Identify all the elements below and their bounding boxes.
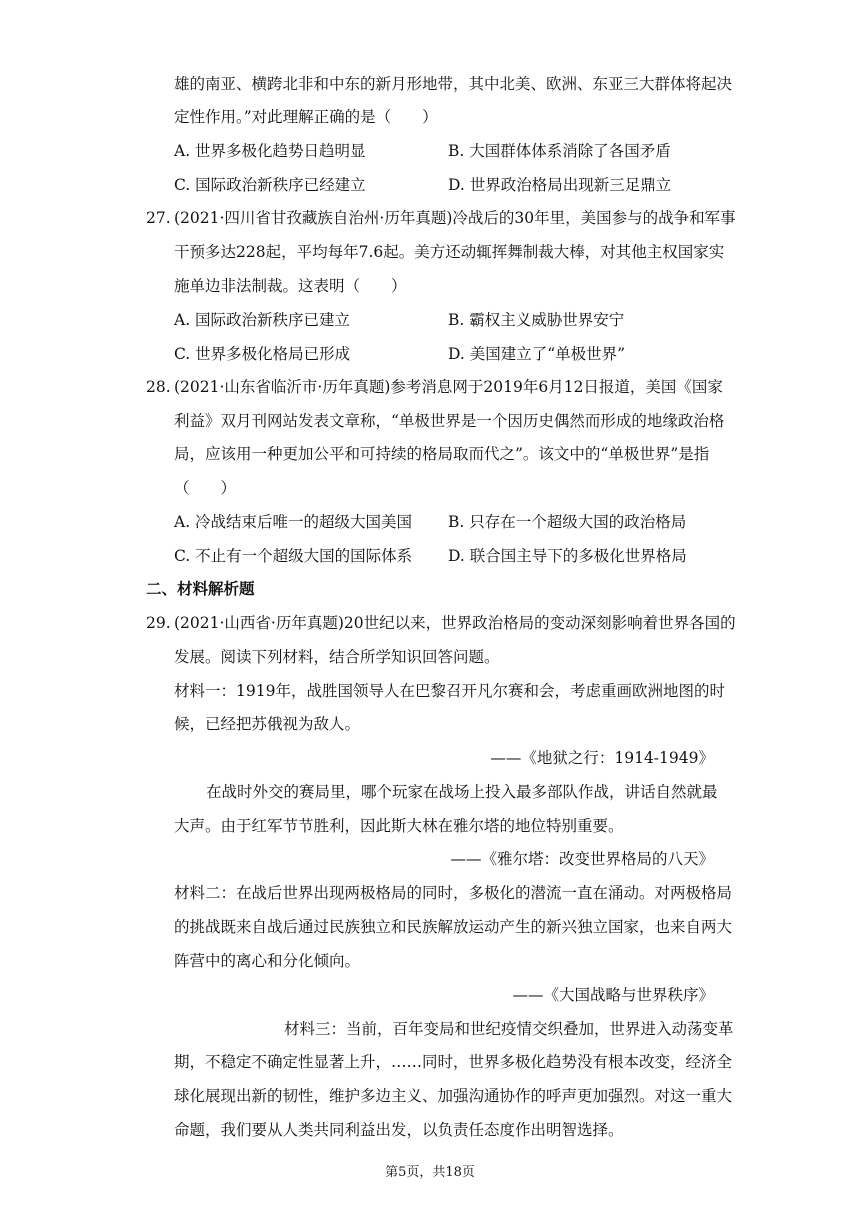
q28-stem-line4: （ ） <box>174 479 237 497</box>
q26-option-b: B. 大国群体体系消除了各国矛盾 <box>448 142 671 160</box>
q27-stem-line2: 干预多达228起，平均每年7.6起。美方还动辄挥舞制裁大棒，对其他主权国家实 <box>174 243 725 261</box>
q26-option-c: C. 国际政治新秩序已经建立 <box>174 176 366 194</box>
q28-stem-line1: (2021·山东省临沂市·历年真题)参考消息网于2019年6月12日报道，美国《国家 <box>174 378 723 396</box>
q28-stem-line3: 局，应该用一种更加公平和可持续的格局取而代之”。该文中的“单极世界”是指 <box>174 445 710 463</box>
q29-material2-line3: 阵营中的离心和分化倾向。 <box>174 952 361 970</box>
q29-number: 29. <box>146 614 171 632</box>
q29-material2-source: ——《大国战略与世界秩序》 <box>512 986 714 1004</box>
q29-material2-line2: 的挑战既来自战后通过民族独立和民族解放运动产生的新兴独立国家，也来自两大 <box>174 918 733 936</box>
section-heading-material-analysis: 二、材料解析题 <box>146 579 255 598</box>
q28-option-a: A. 冷战结束后唯一的超级大国美国 <box>174 513 413 531</box>
q27-stem-line3: 施单边非法制裁。这表明（ ） <box>174 277 407 295</box>
q27-option-d: D. 美国建立了“单极世界” <box>448 345 626 363</box>
q29-material3-line1: 材料三：当前，百年变局和世纪疫情交织叠加，世界进入动荡变革 <box>284 1020 734 1038</box>
q28-option-c: C. 不止有一个超级大国的国际体系 <box>174 547 413 565</box>
q29-material3-line2: 期，不稳定不确定性显著上升，……同时，世界多极化趋势没有根本改变，经济全 <box>174 1053 733 1071</box>
q29-material3-line3: 球化展现出新的韧性，维护多边主义、加强沟通协作的呼声更加强烈。对这一重大 <box>174 1087 733 1105</box>
q28-stem-line2: 利益》双月刊网站发表文章称，“单极世界是一个因历史偶然而形成的地缘政治格 <box>174 412 725 430</box>
q29-material1-source2: ——《雅尔塔：改变世界格局的八天》 <box>450 850 714 868</box>
q27-number: 27. <box>146 209 171 227</box>
q29-material1-para2-line2: 大声。由于红军节节胜利，因此斯大林在雅尔塔的地位特别重要。 <box>174 817 624 835</box>
q29-material1-line2: 候，已经把苏俄视为敌人。 <box>174 715 361 733</box>
q29-material2-line1: 材料二：在战后世界出现两极格局的同时，多极化的潜流一直在涌动。对两极格局 <box>174 884 733 902</box>
q29-stem-line1: (2021·山西省·历年真题)20世纪以来，世界政治格局的变动深刻影响着世界各国的 <box>174 614 736 632</box>
q28-number: 28. <box>146 378 171 396</box>
q29-material1-line1: 材料一：1919年，战胜国领导人在巴黎召开凡尔赛和会，考虑重画欧洲地图的时 <box>174 682 725 700</box>
q26-stem-line2: 定性作用。”对此理解正确的是（ ） <box>174 108 438 126</box>
q29-stem-line2: 发展。阅读下列材料，结合所学知识回答问题。 <box>174 648 500 666</box>
q28-option-b: B. 只存在一个超级大国的政治格局 <box>448 513 687 531</box>
page-footer-page-number: 第5页，共18页 <box>385 1165 475 1180</box>
q26-option-d: D. 世界政治格局出现新三足鼎立 <box>448 176 672 194</box>
q29-material1-para2-line1: 在战时外交的赛局里，哪个玩家在战场上投入最多部队作战，讲话自然就最 <box>206 783 718 801</box>
q27-option-c: C. 世界多极化格局已形成 <box>174 345 351 363</box>
q26-option-a: A. 世界多极化趋势日趋明显 <box>174 142 366 160</box>
q27-stem-line1: (2021·四川省甘孜藏族自治州·历年真题)冷战后的30年里，美国参与的战争和军事 <box>174 209 736 227</box>
q28-option-d: D. 联合国主导下的多极化世界格局 <box>448 547 687 565</box>
q29-material3-line4: 命题，我们要从人类共同利益出发，以负责任态度作出明智选择。 <box>174 1121 624 1139</box>
q27-option-a: A. 国际政治新秩序已建立 <box>174 311 351 329</box>
q26-stem-line1: 雄的南亚、横跨北非和中东的新月形地带，其中北美、欧洲、东亚三大群体将起决 <box>174 75 733 93</box>
q27-option-b: B. 霸权主义威胁世界安宁 <box>448 311 625 329</box>
q29-material1-source1: ——《地狱之行：1914-1949》 <box>490 749 714 767</box>
